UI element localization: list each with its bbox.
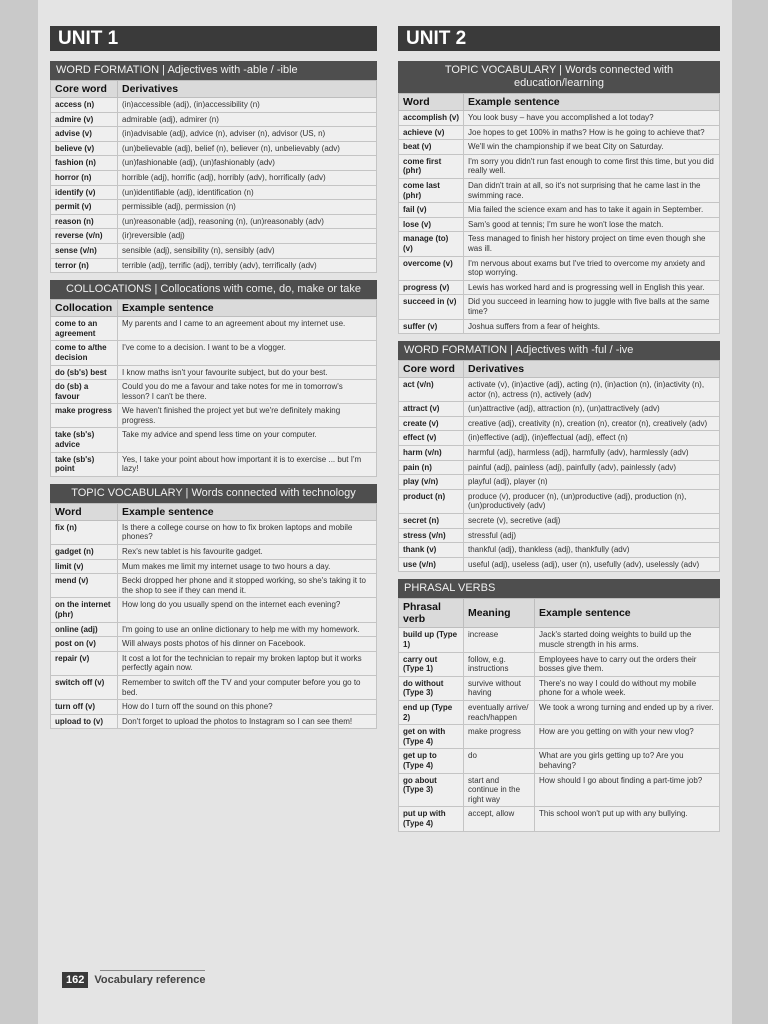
headword-cell: fashion (n)	[51, 156, 118, 171]
text-cell: Take my advice and spend less time on your computer.	[118, 428, 377, 452]
text-cell: horrible (adj), horrific (adj), horribly (adv), horrifically (adv)	[118, 170, 377, 185]
headword-cell: secret (n)	[399, 514, 464, 529]
text-cell: We took a wrong turning and ended up by a river.	[535, 700, 720, 724]
table-row	[399, 528, 720, 543]
table-row	[399, 378, 720, 402]
u2-topic-vocabulary	[398, 61, 720, 334]
text-cell: I'm sorry you didn't run fast enough to come first this time, but you did really well.	[464, 154, 720, 178]
table-row	[51, 317, 377, 341]
table-row	[51, 258, 377, 273]
table-row	[399, 125, 720, 140]
table-row	[51, 170, 377, 185]
table-row	[399, 475, 720, 490]
table-row	[51, 380, 377, 404]
headword-cell: terror (n)	[51, 258, 118, 273]
text-cell: (un)identifiable (adj), identification (n)	[118, 185, 377, 200]
table-row	[51, 127, 377, 142]
text-cell: Joe hopes to get 100% in maths? How is he going to achieve that?	[464, 125, 720, 140]
table-row	[51, 559, 377, 574]
text-cell: Did you succeed in learning how to juggle with five balls at the same time?	[464, 295, 720, 319]
table-row	[399, 203, 720, 218]
text-cell: terrible (adj), terrific (adj), terribly (adv), terrifically (adv)	[118, 258, 377, 273]
headword-cell: come to an agreement	[51, 317, 118, 341]
table-row	[51, 243, 377, 258]
u2-phrasal-verbs	[398, 579, 720, 831]
section-heading: TOPIC VOCABULARY | Words connected with technology	[50, 484, 377, 503]
headword-cell: go about (Type 3)	[399, 773, 464, 807]
headword-cell: thank (v)	[399, 543, 464, 558]
headword-cell: believe (v)	[51, 141, 118, 156]
table-row	[399, 460, 720, 475]
headword-cell: fail (v)	[399, 203, 464, 218]
headword-cell: attract (v)	[399, 402, 464, 417]
table-row	[399, 773, 720, 807]
text-cell: secrete (v), secretive (adj)	[464, 514, 720, 529]
headword-cell: build up (Type 1)	[399, 628, 464, 652]
headword-cell: end up (Type 2)	[399, 700, 464, 724]
headword-cell: get up to (Type 4)	[399, 749, 464, 773]
text-cell: do	[464, 749, 535, 773]
headword-cell: fix (n)	[51, 520, 118, 544]
text-cell: (in)effective (adj), (in)effectual (adj), effect (n)	[464, 431, 720, 446]
text-cell: (un)attractive (adj), attraction (n), (un)attractively (adv)	[464, 402, 720, 417]
text-cell: You look busy – have you accomplished a lot today?	[464, 111, 720, 126]
table-row	[399, 807, 720, 831]
page-footer	[62, 972, 205, 988]
table-row	[399, 652, 720, 676]
headword-cell: progress (v)	[399, 280, 464, 295]
text-cell: painful (adj), painless (adj), painfully (adv), painlessly (adv)	[464, 460, 720, 475]
text-cell: Dan didn't train at all, so it's not surprising that he came last in the swimming race.	[464, 178, 720, 202]
text-cell: We haven't finished the project yet but we're definitely making progress.	[118, 404, 377, 428]
table-row	[399, 256, 720, 280]
text-cell: Sam's good at tennis; I'm sure he won't lose the match.	[464, 217, 720, 232]
section-heading: WORD FORMATION | Adjectives with -able / -ible	[50, 61, 377, 80]
text-cell: Rex's new tablet is his favourite gadget.	[118, 545, 377, 560]
headword-cell: make progress	[51, 404, 118, 428]
headword-cell: repair (v)	[51, 651, 118, 675]
text-cell: stressful (adj)	[464, 528, 720, 543]
table-row	[399, 416, 720, 431]
text-cell: Lewis has worked hard and is progressing well in English this year.	[464, 280, 720, 295]
u1-col-table: Collocation Example sentence come to an agreement My parents and I came to an agreement about my internet use. come to a/the decision I've come to a decision. I want to be a vlogger. do (sb's) best I know maths isn't your favourite subject, but do your best. do (sb) a favour Could you do me a favour and take notes for me in tomorrow's lesson? I can't be there. make progress We haven't finished the project yet but we're definitely making progress. take (sb's) advice Take my advice and spend less time on your computer. take (sb's) point Yes, I take your point about how important it is to exercise ... but I'm lazy!	[50, 299, 377, 477]
headword-cell: mend (v)	[51, 574, 118, 598]
table-row	[51, 598, 377, 622]
table-row	[399, 676, 720, 700]
text-cell: creative (adj), creativity (n), creation (n), creator (n), creatively (adv)	[464, 416, 720, 431]
table-row	[51, 365, 377, 380]
headword-cell: take (sb's) advice	[51, 428, 118, 452]
headword-cell: act (v/n)	[399, 378, 464, 402]
text-cell: (un)believable (adj), belief (n), believer (n), unbelievably (adv)	[118, 141, 377, 156]
headword-cell: come last (phr)	[399, 178, 464, 202]
table-row	[51, 229, 377, 244]
table-row	[51, 651, 377, 675]
headword-cell: harm (v/n)	[399, 446, 464, 461]
table-row	[51, 404, 377, 428]
headword-cell: suffer (v)	[399, 319, 464, 334]
text-cell: activate (v), (in)active (adj), acting (n), (in)action (n), (in)activity (n), actor (n), actress (n), actively (adv)	[464, 378, 720, 402]
text-cell: How do I turn off the sound on this phone?	[118, 700, 377, 715]
text-cell: Don't forget to upload the photos to Instagram so I can see them!	[118, 714, 377, 729]
headword-cell: put up with (Type 4)	[399, 807, 464, 831]
table-row	[51, 141, 377, 156]
table-row	[399, 217, 720, 232]
headword-cell: use (v/n)	[399, 557, 464, 572]
table-row	[399, 232, 720, 256]
headword-cell: reverse (v/n)	[51, 229, 118, 244]
text-cell: increase	[464, 628, 535, 652]
text-cell: useful (adj), useless (adj), user (n), usefully (adv), uselessly (adv)	[464, 557, 720, 572]
text-cell: My parents and I came to an agreement about my internet use.	[118, 317, 377, 341]
table-row	[51, 452, 377, 476]
text-cell: There's no way I could do without my mobile phone for a whole week.	[535, 676, 720, 700]
table-row	[51, 714, 377, 729]
headword-cell: admire (v)	[51, 112, 118, 127]
footer-divider	[100, 970, 205, 971]
text-cell: How should I go about finding a part-time job?	[535, 773, 720, 807]
table-row	[399, 154, 720, 178]
section-heading: PHRASAL VERBS	[398, 579, 720, 598]
table-row	[399, 280, 720, 295]
table-row	[399, 700, 720, 724]
section-heading: TOPIC VOCABULARY | Words connected with education/learning	[398, 61, 720, 93]
text-cell: Mum makes me limit my internet usage to two hours a day.	[118, 559, 377, 574]
table-row	[399, 446, 720, 461]
text-cell: accept, allow	[464, 807, 535, 831]
text-cell: I know maths isn't your favourite subject, but do your best.	[118, 365, 377, 380]
table-row	[399, 111, 720, 126]
unit-2-heading: UNIT 2	[398, 26, 720, 51]
text-cell: Mia failed the science exam and has to take it again in September.	[464, 203, 720, 218]
headword-cell: product (n)	[399, 489, 464, 513]
headword-cell: identify (v)	[51, 185, 118, 200]
table-row	[51, 341, 377, 365]
text-cell: Joshua suffers from a fear of heights.	[464, 319, 720, 334]
text-cell: (un)fashionable (adj), (un)fashionably (adv)	[118, 156, 377, 171]
text-cell: (ir)reversible (adj)	[118, 229, 377, 244]
u1-topic-vocabulary	[50, 484, 377, 730]
table-row	[399, 402, 720, 417]
headword-cell: lose (v)	[399, 217, 464, 232]
table-row	[399, 178, 720, 202]
text-cell: thankful (adj), thankless (adj), thankfully (adv)	[464, 543, 720, 558]
headword-cell: limit (v)	[51, 559, 118, 574]
table-row	[51, 98, 377, 113]
u1-wf-table: Core word Derivatives access (n) (in)accessible (adj), (in)accessibility (n) admire (v) admirable (adj), admirer (n) advise (v) (in)advisable (adj), advice (n), adviser (n), advisor (US, n) believe (v) (un)believable (adj), belief (n), believer (n), unbelievably (adv) fashion (n) (un)fashionable (adj), (un)fashionably (adv) horror (n) horrible (adj), horrific (adj), horribly (adv), horrifically (adv) identify (v) (un)identifiable (adj), identification (n) permit (v) permissible (adj), permission (n) reason (n) (un)reasonable (adj), reasoning (n), (un)reasonably (adv) reverse (v/n) (ir)reversible (adj) sense (v/n) sensible (adj), sensibility (n), sensibly (adv) terror (n) terrible (adj), terrific (adj), terribly (adv), terrifically (adv)	[50, 80, 377, 273]
table-row	[399, 557, 720, 572]
table-row	[51, 112, 377, 127]
table-row	[51, 185, 377, 200]
headword-cell: manage (to) (v)	[399, 232, 464, 256]
unit-1-heading: UNIT 1	[50, 26, 377, 51]
text-cell: follow, e.g. instructions	[464, 652, 535, 676]
text-cell: Could you do me a favour and take notes for me in tomorrow's lesson? I can't be there.	[118, 380, 377, 404]
text-cell: permissible (adj), permission (n)	[118, 200, 377, 215]
headword-cell: carry out (Type 1)	[399, 652, 464, 676]
table-row	[399, 140, 720, 155]
headword-cell: play (v/n)	[399, 475, 464, 490]
headword-cell: succeed in (v)	[399, 295, 464, 319]
text-cell: harmful (adj), harmless (adj), harmfully (adv), harmlessly (adv)	[464, 446, 720, 461]
headword-cell: come first (phr)	[399, 154, 464, 178]
text-cell: How long do you usually spend on the internet each evening?	[118, 598, 377, 622]
footer-title: Vocabulary reference	[94, 974, 206, 986]
table-row	[51, 637, 377, 652]
text-cell: eventually arrive/ reach/happen	[464, 700, 535, 724]
text-cell: I'm going to use an online dictionary to help me with my homework.	[118, 622, 377, 637]
headword-cell: come to a/the decision	[51, 341, 118, 365]
headword-cell: do without (Type 3)	[399, 676, 464, 700]
table-row	[51, 428, 377, 452]
text-cell: Employees have to carry out the orders their bosses give them.	[535, 652, 720, 676]
text-cell: Tess managed to finish her history project on time even though she was ill.	[464, 232, 720, 256]
headword-cell: horror (n)	[51, 170, 118, 185]
text-cell: I'm nervous about exams but I've tried to overcome my anxiety and stop worrying.	[464, 256, 720, 280]
text-cell: playful (adj), player (n)	[464, 475, 720, 490]
headword-cell: effect (v)	[399, 431, 464, 446]
text-cell: Is there a college course on how to fix broken laptops and mobile phones?	[118, 520, 377, 544]
headword-cell: advise (v)	[51, 127, 118, 142]
table-row	[51, 214, 377, 229]
table-row	[51, 675, 377, 699]
headword-cell: reason (n)	[51, 214, 118, 229]
table-row	[51, 156, 377, 171]
u1-word-formation	[50, 61, 377, 273]
headword-cell: permit (v)	[51, 200, 118, 215]
page-number: 162	[62, 972, 88, 988]
table-row	[51, 520, 377, 544]
headword-cell: stress (v/n)	[399, 528, 464, 543]
table-row	[399, 543, 720, 558]
headword-cell: post on (v)	[51, 637, 118, 652]
headword-cell: on the internet (phr)	[51, 598, 118, 622]
headword-cell: do (sb) a favour	[51, 380, 118, 404]
text-cell: Jack's started doing weights to build up the muscle strength in his arms.	[535, 628, 720, 652]
table-row	[399, 514, 720, 529]
u2-pv-table: Phrasal verb Meaning Example sentence build up (Type 1) increase Jack's started doing weights to build up the muscle strength in his arms. carry out (Type 1) follow, e.g. instructions Employees have to carry out the orders their bosses give them. do without (Type 3) survive without having There's no way I could do without my mobile phone for a whole week. end up (Type 2) eventually arrive/ reach/happen We took a wrong turning and ended up by a river. get on with (Type 4) make progress How are you getting on with your new vlog? get up to (Type 4) do What are you girls getting up to? Are you behaving? go about (Type 3) start and continue in the right way How should I go about finding a part-time job? put up with (Type 4) accept, allow This school won't put up with any bullying.	[398, 598, 720, 831]
table-row	[51, 200, 377, 215]
headword-cell: create (v)	[399, 416, 464, 431]
text-cell: start and continue in the right way	[464, 773, 535, 807]
text-cell: Yes, I take your point about how important it is to exercise ... but I'm lazy!	[118, 452, 377, 476]
headword-cell: switch off (v)	[51, 675, 118, 699]
text-cell: It cost a lot for the technician to repair my broken laptop but it works perfectly again now.	[118, 651, 377, 675]
headword-cell: online (adj)	[51, 622, 118, 637]
text-cell: produce (v), producer (n), (un)productive (adj), production (n), (un)productively (adv)	[464, 489, 720, 513]
text-cell: sensible (adj), sensibility (n), sensibly (adv)	[118, 243, 377, 258]
section-heading: COLLOCATIONS | Collocations with come, do, make or take	[50, 280, 377, 299]
headword-cell: upload to (v)	[51, 714, 118, 729]
table-row	[51, 574, 377, 598]
headword-cell: gadget (n)	[51, 545, 118, 560]
headword-cell: get on with (Type 4)	[399, 725, 464, 749]
unit-1-column	[50, 26, 377, 736]
headword-cell: take (sb's) point	[51, 452, 118, 476]
headword-cell: accomplish (v)	[399, 111, 464, 126]
text-cell: We'll win the championship if we beat City on Saturday.	[464, 140, 720, 155]
headword-cell: access (n)	[51, 98, 118, 113]
text-cell: Becki dropped her phone and it stopped working, so she's taking it to the shop to see if they can mend it.	[118, 574, 377, 598]
text-cell: Will always posts photos of his dinner on Facebook.	[118, 637, 377, 652]
table-row	[399, 431, 720, 446]
text-cell: make progress	[464, 725, 535, 749]
headword-cell: overcome (v)	[399, 256, 464, 280]
u2-wf-table: Core word Derivatives act (v/n) activate (v), (in)active (adj), acting (n), (in)action (n), (in)activity (n), actor (n), actress (n), actively (adv) attract (v) (un)attractive (adj), attraction (n), (un)attractively (adv) create (v) creative (adj), creativity (n), creation (n), creator (n), creatively (adv) effect (v) (in)effective (adj), (in)effectual (adj), effect (n) harm (v/n) harmful (adj), harmless (adj), harmfully (adv), harmlessly (adv) pain (n) painful (adj), painless (adj), painfully (adv), painlessly (adv) play (v/n) playful (adj), player (n) product (n) produce (v), producer (n), (un)productive (adj), production (n), (un)productively (adv) secret (n) secrete (v), secretive (adj) stress (v/n) stressful (adj) thank (v) thankful (adj), thankless (adj), thankfully (adv) use (v/n) useful (adj), useless (adj), user (n), usefully (adv), uselessly (adv)	[398, 360, 720, 572]
table-row	[51, 622, 377, 637]
table-row	[399, 319, 720, 334]
section-heading: WORD FORMATION | Adjectives with -ful / -ive	[398, 341, 720, 360]
text-cell: This school won't put up with any bullying.	[535, 807, 720, 831]
table-row	[399, 295, 720, 319]
headword-cell: sense (v/n)	[51, 243, 118, 258]
text-cell: What are you girls getting up to? Are you behaving?	[535, 749, 720, 773]
headword-cell: turn off (v)	[51, 700, 118, 715]
text-cell: Remember to switch off the TV and your computer before you go to bed.	[118, 675, 377, 699]
text-cell: How are you getting on with your new vlog?	[535, 725, 720, 749]
u1-tv-table: Word Example sentence fix (n) Is there a college course on how to fix broken laptops and mobile phones? gadget (n) Rex's new tablet is his favourite gadget. limit (v) Mum makes me limit my internet usage to two hours a day. mend (v) Becki dropped her phone and it stopped working, so she's taking it to the shop to see if they can mend it. on the internet (phr) How long do you usually spend on the internet each evening? online (adj) I'm going to use an online dictionary to help me with my homework. post on (v) Will always posts photos of his dinner on Facebook. repair (v) It cost a lot for the technician to repair my broken laptop but it works perfectly again now. switch off (v) Remember to switch off the TV and your computer before you go to bed. turn off (v) How do I turn off the sound on this phone? upload to (v) Don't forget to upload the photos to Instagram so I can see them!	[50, 503, 377, 730]
u2-word-formation	[398, 341, 720, 572]
text-cell: admirable (adj), admirer (n)	[118, 112, 377, 127]
table-row	[51, 700, 377, 715]
table-row	[399, 749, 720, 773]
table-row	[399, 725, 720, 749]
unit-2-column	[398, 26, 720, 839]
table-row	[399, 489, 720, 513]
text-cell: survive without having	[464, 676, 535, 700]
table-row	[51, 545, 377, 560]
text-cell: (in)accessible (adj), (in)accessibility (n)	[118, 98, 377, 113]
text-cell: (in)advisable (adj), advice (n), adviser (n), advisor (US, n)	[118, 127, 377, 142]
u2-tv-table: Word Example sentence accomplish (v) You look busy – have you accomplished a lot today? achieve (v) Joe hopes to get 100% in maths? How is he going to achieve that? beat (v) We'll win the championship if we beat City on Saturday. come first (phr) I'm sorry you didn't run fast enough to come first this time, but you did really well. come last (phr) Dan didn't train at all, so it's not surprising that he came last in the swimming race. fail (v) Mia failed the science exam and has to take it again in September. lose (v) Sam's good at tennis; I'm sure he won't lose the match. manage (to) (v) Tess managed to finish her history project on time even though she was ill. overcome (v) I'm nervous about exams but I've tried to overcome my anxiety and stop worrying. progress (v) Lewis has worked hard and is progressing well in English this year. succeed in (v) Did you succeed in learning how to juggle with five balls at the same time? suffer (v) Joshua suffers from a fear of heights.	[398, 93, 720, 334]
headword-cell: pain (n)	[399, 460, 464, 475]
table-row	[399, 628, 720, 652]
text-cell: (un)reasonable (adj), reasoning (n), (un)reasonably (adv)	[118, 214, 377, 229]
u1-collocations	[50, 280, 377, 477]
headword-cell: do (sb's) best	[51, 365, 118, 380]
headword-cell: achieve (v)	[399, 125, 464, 140]
headword-cell: beat (v)	[399, 140, 464, 155]
text-cell: I've come to a decision. I want to be a vlogger.	[118, 341, 377, 365]
